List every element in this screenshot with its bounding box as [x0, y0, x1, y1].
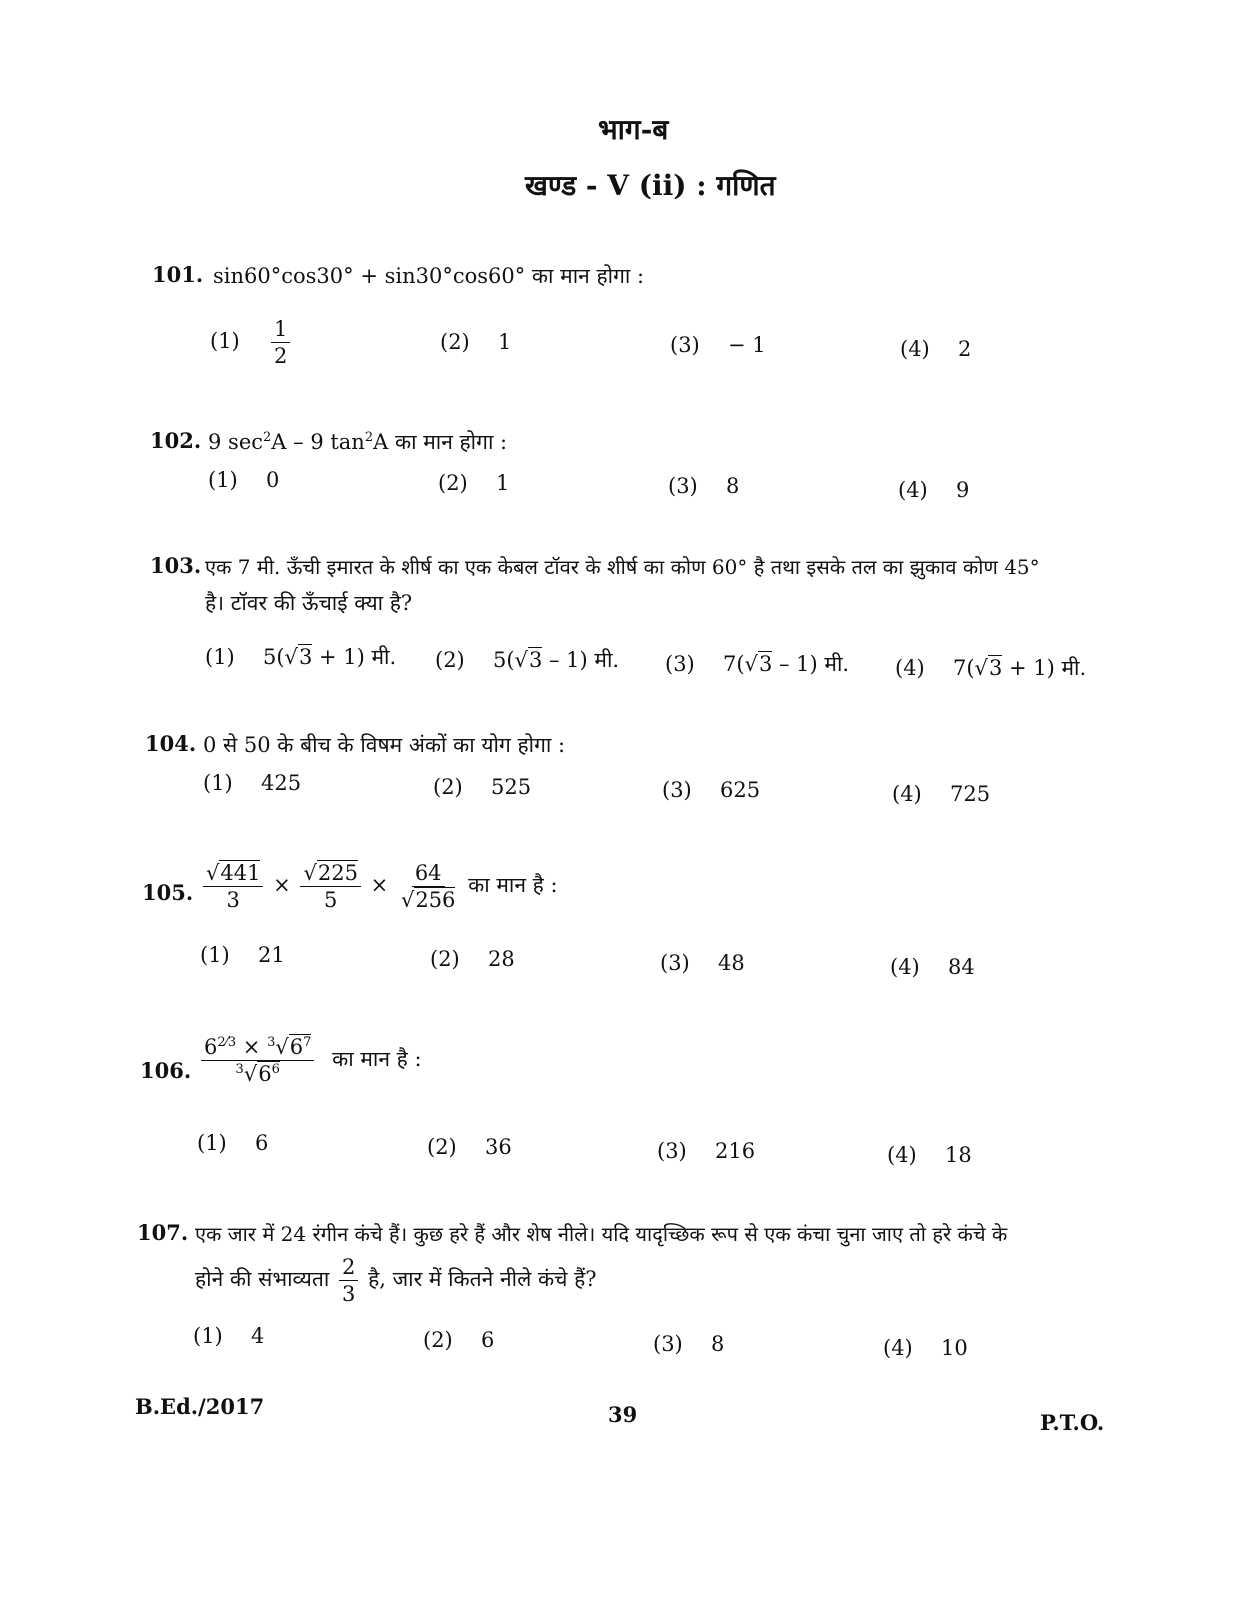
text-part: है, जार में कितने नीले कंचे हैं?	[368, 1267, 597, 1292]
option	[427, 1135, 512, 1159]
option	[670, 333, 766, 357]
fraction	[339, 1256, 358, 1305]
exponent: 6	[271, 1062, 280, 1078]
option-value: 2	[958, 337, 972, 361]
fraction	[203, 862, 263, 911]
option	[193, 1324, 264, 1348]
question-text: sin60°cos30° + sin30°cos60° का मान होगा :	[213, 264, 645, 288]
option	[887, 1143, 972, 1167]
radicand: 3	[528, 648, 543, 672]
option	[200, 943, 285, 967]
fraction	[300, 862, 360, 911]
question-number: 104.	[145, 731, 197, 756]
base: 6	[289, 1035, 304, 1059]
option-number: (3)	[668, 474, 698, 498]
expression-suffix: का मान है :	[468, 873, 558, 898]
option-number: (1)	[200, 943, 230, 967]
option	[197, 1131, 268, 1155]
fraction-numerator: 64	[412, 862, 445, 887]
radicand	[289, 1034, 312, 1059]
expr-part: + 1) मी.	[1002, 656, 1087, 680]
option-value: 725	[950, 782, 991, 806]
option-number: (3)	[653, 1332, 683, 1356]
option-number: (3)	[670, 333, 700, 357]
option-number: (4)	[890, 955, 920, 979]
option	[657, 1139, 755, 1163]
question-text: 0 से 50 के बीच के विषम अंकों का योग होगा :	[203, 733, 566, 757]
option	[440, 330, 511, 354]
option-value: 28	[488, 947, 515, 971]
option-value: 9	[956, 478, 970, 502]
fraction-numerator: 1	[271, 318, 290, 343]
option-value: 216	[715, 1139, 756, 1163]
question-expression	[198, 1036, 422, 1085]
option	[433, 775, 531, 799]
question-number: 105.	[142, 880, 194, 905]
option	[430, 947, 515, 971]
option-value: 36	[485, 1135, 512, 1159]
fraction	[271, 318, 290, 367]
option	[208, 468, 279, 492]
option-value: 425	[261, 771, 302, 795]
option	[660, 951, 745, 975]
option-number: (2)	[435, 648, 465, 672]
times-sign: ×	[273, 873, 291, 898]
expression-suffix: का मान है :	[332, 1047, 422, 1072]
option-value: 6	[481, 1328, 495, 1352]
times-sign: ×	[242, 1035, 261, 1059]
radicand: 3	[298, 645, 313, 669]
expr-part: – 1) मी.	[542, 648, 620, 672]
text-part: A का मान होगा :	[373, 430, 508, 454]
question-expression	[200, 862, 558, 911]
option-number: (1)	[197, 1131, 227, 1155]
option	[890, 955, 975, 979]
text-part: A – 9 tan	[271, 430, 365, 454]
option-number: (3)	[665, 652, 695, 676]
option-value: 10	[941, 1336, 968, 1360]
option-value: 21	[258, 943, 285, 967]
option-number: (4)	[898, 478, 928, 502]
option-value: 18	[945, 1143, 972, 1167]
option-number: (1)	[205, 645, 235, 669]
option	[892, 782, 990, 806]
root-index: 3	[267, 1035, 276, 1050]
option	[653, 1332, 724, 1356]
expr-part: 5(√	[263, 645, 298, 669]
option-number: (2)	[440, 330, 470, 354]
option-number: (1)	[208, 468, 238, 492]
option-value: 0	[266, 468, 280, 492]
fraction	[201, 1036, 314, 1085]
root-index: 3	[235, 1062, 244, 1078]
fraction-denominator: √256	[400, 888, 456, 913]
option-number: (4)	[892, 782, 922, 806]
option-number: (1)	[193, 1324, 223, 1348]
option-value: 48	[718, 951, 745, 975]
option-value: − 1	[728, 333, 766, 357]
fraction-denominator: 3	[226, 888, 240, 913]
question-text	[195, 1256, 597, 1305]
expr-part: 7(√	[723, 652, 758, 676]
option	[203, 771, 301, 795]
option-value: 4	[251, 1324, 265, 1348]
fraction-numerator: 2	[339, 1256, 358, 1281]
option-value: 625	[720, 778, 761, 802]
text-part: 9 sec	[208, 430, 264, 454]
option-number: (2)	[430, 947, 460, 971]
option-number: (4)	[895, 656, 925, 680]
radicand: 3	[758, 652, 773, 676]
option-number: (1)	[203, 771, 233, 795]
superscript: 2	[263, 430, 272, 445]
base: 6	[204, 1035, 218, 1059]
option	[210, 318, 293, 367]
footer-pto: P.T.O.	[1040, 1410, 1105, 1435]
option-number: (2)	[423, 1328, 453, 1352]
option-value: 525	[491, 775, 532, 799]
expr-part: 5(√	[493, 648, 528, 672]
question-number: 102.	[150, 428, 202, 453]
fraction	[398, 862, 458, 911]
option-number: (1)	[210, 329, 240, 354]
fraction-denominator: $^3√6^6$	[235, 1062, 280, 1087]
option	[665, 650, 849, 678]
expr-part: 7(√	[953, 656, 988, 680]
times-sign: ×	[370, 873, 389, 898]
option-number: (3)	[662, 778, 692, 802]
section-title: खण्ड - V (ii) : गणित	[525, 169, 776, 202]
radicand: 441	[220, 861, 261, 885]
option-number: (4)	[887, 1143, 917, 1167]
exponent: 2⁄3	[217, 1035, 237, 1050]
option-value: 6	[255, 1131, 269, 1155]
footer-course: B.Ed./2017	[135, 1394, 265, 1419]
option	[205, 643, 396, 671]
fraction-numerator: $6^{2⁄3} \times ^3√6^7$	[201, 1036, 314, 1061]
option	[898, 478, 969, 502]
question-number: 101.	[152, 262, 204, 287]
question-text	[208, 428, 507, 456]
question-text: एक जार में 24 रंगीन कंचे हैं। कुछ हरे हैं और शेष नीले। यदि यादृच्छिक रूप से एक कंचा चुना जाए तो हरे कंचे के	[195, 1222, 1008, 1246]
expr-part: – 1) मी.	[772, 652, 850, 676]
option-number: (4)	[883, 1336, 913, 1360]
superscript: 2	[364, 430, 374, 445]
option-value: 8	[711, 1332, 725, 1356]
radicand	[257, 1061, 280, 1086]
text-part: होने की संभाव्यता	[195, 1267, 330, 1292]
option-value: 1	[496, 471, 510, 495]
question-number: 107.	[137, 1220, 189, 1245]
question-number: 103.	[150, 553, 202, 578]
base: 6	[258, 1062, 272, 1087]
option	[423, 1328, 494, 1352]
radicand: 256	[415, 888, 456, 913]
fraction-numerator: √225	[300, 862, 360, 887]
option	[438, 471, 509, 495]
fraction-denominator: 5	[324, 888, 338, 913]
option	[435, 646, 619, 674]
option-number: (3)	[660, 951, 690, 975]
option	[668, 474, 739, 498]
page-number: 39	[608, 1402, 638, 1427]
option-number: (2)	[433, 775, 463, 799]
fraction-denominator: 3	[342, 1282, 356, 1307]
option-number: (2)	[427, 1135, 457, 1159]
option-value: 8	[726, 474, 740, 498]
option-number: (3)	[657, 1139, 687, 1163]
option	[895, 654, 1086, 682]
radicand: 225	[317, 861, 358, 885]
option	[883, 1336, 968, 1360]
radicand: 3	[988, 656, 1003, 680]
fraction-numerator: √441	[203, 862, 263, 887]
question-text: है। टॉवर की ऊँचाई क्या है?	[205, 591, 413, 615]
exponent: 7	[303, 1035, 312, 1050]
option	[662, 778, 760, 802]
option	[900, 337, 971, 361]
option-value: 1	[498, 330, 512, 354]
part-title: भाग-ब	[598, 113, 669, 146]
option-number: (4)	[900, 337, 930, 361]
expr-part: + 1) मी.	[312, 645, 397, 669]
question-number: 106.	[140, 1058, 192, 1083]
question-text: एक 7 मी. ऊँची इमारत के शीर्ष का एक केबल टॉवर के शीर्ष का कोण 60° है तथा इसके तल का झुकाव कोण 45°	[205, 555, 1040, 579]
option-number: (2)	[438, 471, 468, 495]
option-value: 84	[948, 955, 975, 979]
fraction-denominator: 2	[274, 344, 288, 369]
